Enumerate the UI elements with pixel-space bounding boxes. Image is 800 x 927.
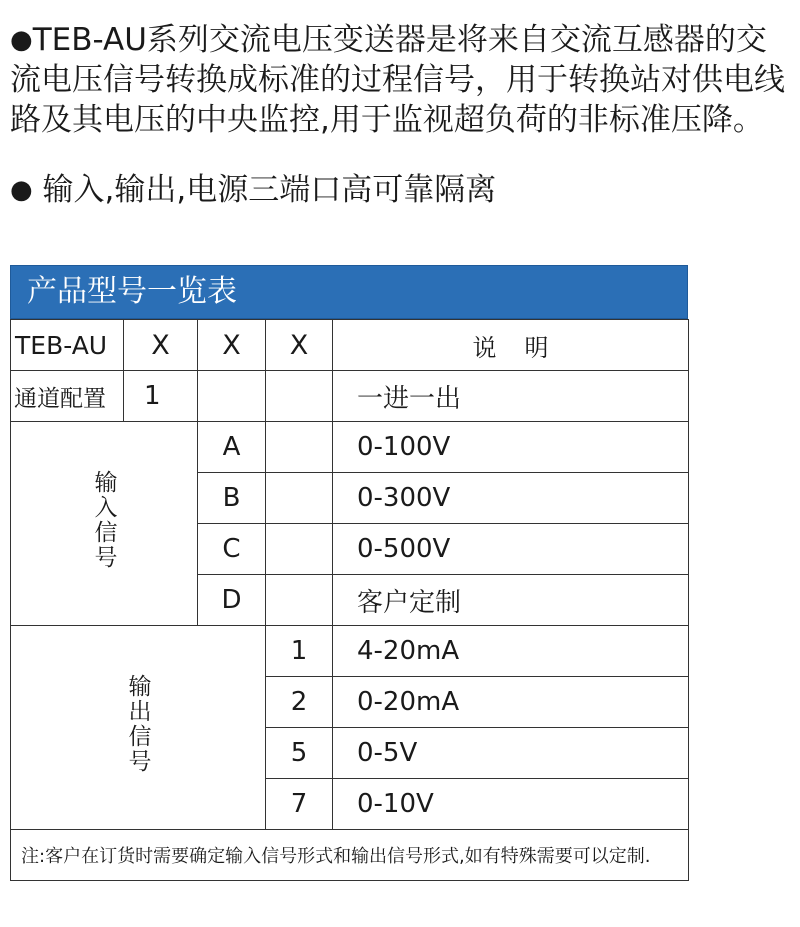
input-desc: 0-100V	[333, 422, 689, 473]
isolation-feature	[10, 170, 790, 210]
empty-cell	[266, 422, 333, 473]
channel-row	[11, 371, 689, 422]
empty-cell	[266, 524, 333, 575]
output-code: 5	[266, 728, 333, 779]
input-row	[11, 422, 689, 473]
input-desc: 客户定制	[333, 575, 689, 626]
order-note: 注:客户在订货时需要确定输入信号形式和输出信号形式,如有特殊需要可以定制.	[11, 830, 689, 881]
output-code: 2	[266, 677, 333, 728]
output-desc: 0-20mA	[333, 677, 689, 728]
code-x3: X	[266, 320, 333, 371]
model-spec-table	[10, 319, 689, 881]
channel-code: 1	[124, 371, 198, 422]
output-signal-group	[11, 626, 266, 830]
input-signal-label: 输入信号	[90, 470, 117, 570]
input-code: C	[198, 524, 266, 575]
output-desc: 0-10V	[333, 779, 689, 830]
input-desc: 0-300V	[333, 473, 689, 524]
empty-cell	[266, 473, 333, 524]
header-row	[11, 320, 689, 371]
input-signal-group	[11, 422, 198, 626]
empty-cell	[198, 371, 266, 422]
bullet-icon: ●	[10, 25, 33, 55]
description-header: 说明	[333, 320, 689, 371]
output-row	[11, 626, 689, 677]
code-x2: X	[198, 320, 266, 371]
output-code: 1	[266, 626, 333, 677]
description-text: TEB-AU系列交流电压变送器是将来自交流互感器的交流电压信号转换成标准的过程信号，用于转换站对供电线路及其电压的中央监控,用于监视超负荷的非标准压降。	[10, 22, 785, 138]
input-desc: 0-500V	[333, 524, 689, 575]
output-code: 7	[266, 779, 333, 830]
empty-cell	[266, 575, 333, 626]
input-code: A	[198, 422, 266, 473]
channel-label: 通道配置	[11, 371, 124, 422]
input-code: B	[198, 473, 266, 524]
channel-desc: 一进一出	[333, 371, 689, 422]
isolation-text: 输入,输出,电源三端口高可靠隔离	[32, 172, 497, 208]
model-list-table	[10, 265, 688, 901]
empty-cell	[266, 371, 333, 422]
product-description	[10, 20, 790, 210]
bullet-icon: ●	[10, 175, 33, 205]
output-desc: 4-20mA	[333, 626, 689, 677]
code-x1: X	[124, 320, 198, 371]
model-name: TEB-AU	[11, 320, 124, 371]
output-signal-label: 输出信号	[124, 674, 151, 774]
input-code: D	[198, 575, 266, 626]
description-paragraph	[10, 20, 790, 140]
output-desc: 0-5V	[333, 728, 689, 779]
table-title: 产品型号一览表	[10, 265, 688, 319]
note-row	[11, 830, 689, 881]
